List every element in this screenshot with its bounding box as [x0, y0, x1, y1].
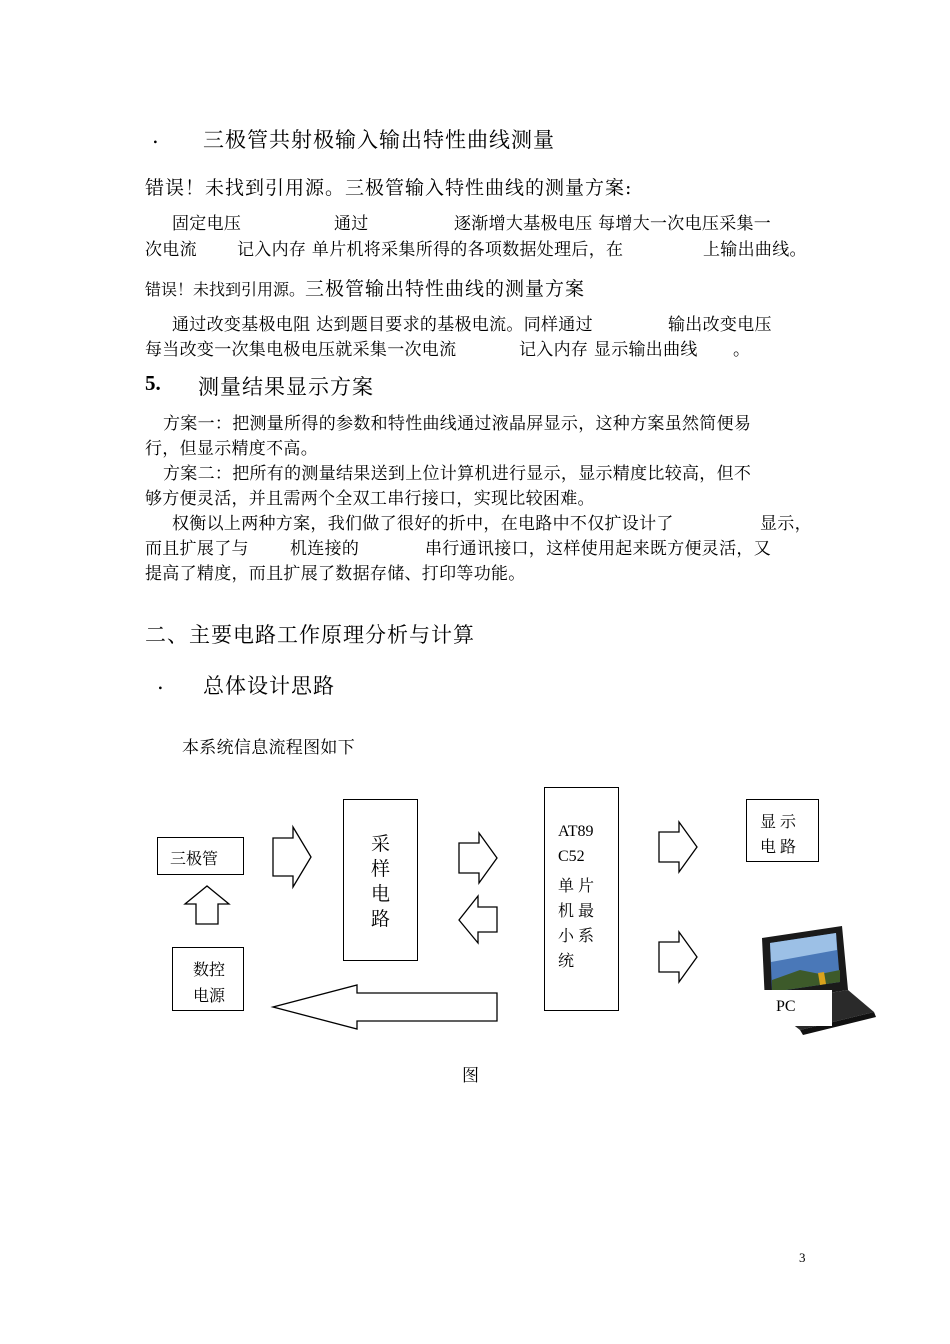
sampling-label-4: 路: [371, 909, 391, 930]
tradeoff-line-2a: 而且扩展了与: [145, 539, 249, 559]
plan-2-line-1: 方案二：把所有的测量结果送到上位计算机进行显示，显示精度比较高，但不: [163, 464, 752, 484]
plan-1-line-1: 方案一：把测量所得的参数和特性曲线通过液晶屏显示，这种方案虽然简便易: [163, 414, 752, 434]
input-line-1c: 逐渐增大基极电压 每增大一次电压采集一: [454, 214, 772, 234]
subsection-1-title: 总体设计思路: [203, 674, 335, 698]
mcu-label-3: 单 片: [558, 878, 595, 895]
input-line-2b: 记入内存 单片机将采集所得的各项数据处理后，在: [237, 240, 624, 260]
output-line-2b: 记入内存 显示输出曲线: [519, 340, 698, 360]
output-line-1b: 输出改变电压: [668, 315, 772, 335]
transistor-box: [157, 837, 244, 875]
input-scheme-title: 三极管输入特性曲线的测量方案:: [345, 177, 633, 199]
mcu-label-1: AT89: [558, 823, 594, 840]
display-circuit-box: [746, 799, 819, 862]
figure-caption: 图: [462, 1066, 479, 1086]
mcu-label-6: 统: [558, 953, 575, 970]
section-5-title: 测量结果显示方案: [198, 375, 374, 399]
plan-1-line-2: 行，但显示精度不高。: [145, 439, 318, 459]
mcu-label-2: C52: [558, 848, 585, 865]
output-line-2a: 每当改变一次集电极电压就采集一次电流: [145, 340, 457, 360]
pc-label-box: [762, 990, 832, 1026]
tradeoff-line-2c: 串行通讯接口，这样使用起来既方便灵活，又: [425, 539, 771, 559]
arrow-right-icon: [659, 932, 697, 982]
chapter-2-title: 二、主要电路工作原理分析与计算: [145, 623, 475, 647]
sampling-label-2: 样: [371, 859, 391, 880]
arrow-right-icon: [459, 833, 497, 883]
input-line-2a: 次电流: [145, 240, 197, 260]
tradeoff-line-1a: 权衡以上两种方案，我们做了很好的折中，在电路中不仅扩设计了: [172, 514, 674, 534]
input-line-2c: 上输出曲线。: [703, 240, 807, 260]
arrow-right-icon: [659, 822, 697, 872]
display-label-2: 电 路: [760, 839, 797, 856]
sampling-circuit-box: [343, 799, 418, 961]
output-scheme-title: 三极管输出特性曲线的测量方案: [305, 278, 586, 300]
output-error-ref: 错误！未找到引用源。: [145, 280, 306, 299]
arrow-left-icon: [459, 896, 497, 943]
output-line-1a: 通过改变基极电阻 达到题目要求的基极电流。同样通过: [172, 315, 593, 335]
sampling-label-1: 采: [371, 834, 391, 855]
pc-label: PC: [776, 998, 796, 1015]
arrow-up-icon: [185, 886, 229, 924]
tradeoff-line-2b: 机连接的: [290, 539, 360, 559]
arrow-left-long-icon: [273, 985, 497, 1029]
power-label-2: 电源: [193, 988, 226, 1005]
input-error-ref: 错误！未找到引用源。: [145, 177, 346, 199]
power-label-1: 数控: [193, 962, 226, 979]
tradeoff-line-3: 提高了精度，而且扩展了数据存储、打印等功能。: [145, 564, 526, 584]
page-number: 3: [799, 1250, 806, 1265]
section-5-number: 5.: [145, 371, 161, 395]
tradeoff-line-1b: 显示，: [760, 514, 812, 534]
flowchart-intro: 本系统信息流程图如下: [182, 738, 355, 758]
input-line-1a: 固定电压: [172, 214, 242, 234]
mcu-box: [544, 787, 619, 1011]
mcu-label-4: 机 最: [558, 903, 595, 920]
subsection-1-dot: .: [157, 670, 165, 694]
sampling-label-3: 电: [371, 884, 391, 905]
input-line-1b: 通过: [334, 214, 369, 234]
output-line-2c: 。: [733, 340, 751, 360]
display-label-1: 显 示: [760, 814, 797, 831]
section-4-dot: .: [152, 124, 160, 148]
section-4-title: 三极管共射极输入输出特性曲线测量: [203, 128, 555, 152]
mcu-label-5: 小 系: [558, 928, 595, 945]
transistor-label: 三极管: [170, 851, 219, 868]
plan-2-line-2: 够方便灵活，并且需两个全双工串行接口，实现比较困难。: [145, 489, 595, 509]
arrow-right-icon: [273, 827, 311, 887]
power-supply-box: [172, 947, 244, 1011]
